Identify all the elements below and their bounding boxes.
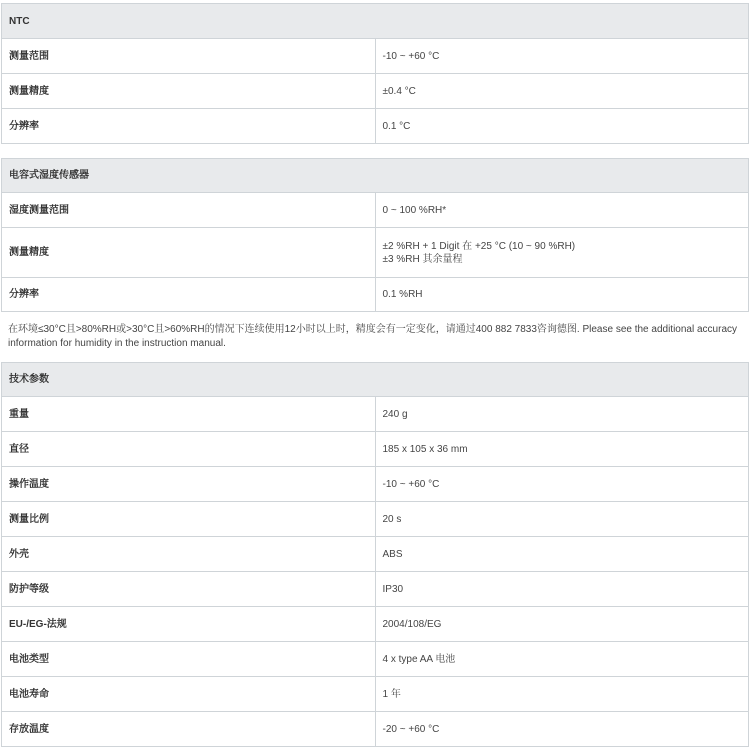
row-value: 0 ~ 100 %RH* [375, 193, 749, 228]
row-value: 1 年 [375, 677, 749, 712]
section-header-row [2, 363, 749, 397]
table-row [2, 502, 749, 537]
row-value: ±0.4 °C [375, 74, 749, 109]
section-header-row [2, 159, 749, 193]
table-row [2, 537, 749, 572]
table-row [2, 572, 749, 607]
section-title-technical: 技术参数 [2, 363, 749, 397]
table-row [2, 467, 749, 502]
row-label: 外壳 [2, 537, 376, 572]
table-row [2, 677, 749, 712]
table-row [2, 397, 749, 432]
row-label: 直径 [2, 432, 376, 467]
value-line-2: ±3 %RH 其余量程 [382, 253, 463, 265]
row-value: -10 ~ +60 °C [375, 39, 749, 74]
row-value: 0.1 %RH [375, 278, 749, 312]
value-line-1: ±2 %RH + 1 Digit 在 +25 °C (10 ~ 90 %RH) [382, 240, 576, 252]
row-label: 测量范围 [2, 39, 376, 74]
row-label: 分辨率 [2, 278, 376, 312]
row-value: 20 s [375, 502, 749, 537]
row-label: 湿度测量范围 [2, 193, 376, 228]
row-label: 测量精度 [2, 228, 376, 278]
row-label: 分辨率 [2, 109, 376, 144]
table-row [2, 607, 749, 642]
section-header-row [2, 4, 749, 39]
table-row [2, 278, 749, 312]
row-label: 电池寿命 [2, 677, 376, 712]
table-row [2, 432, 749, 467]
technical-spec-table [1, 362, 749, 747]
row-value: -10 ~ +60 °C [375, 467, 749, 502]
row-label: 存放温度 [2, 712, 376, 747]
section-title-ntc: NTC [2, 4, 749, 39]
row-value: -20 ~ +60 °C [375, 712, 749, 747]
ntc-spec-table [1, 3, 749, 144]
table-row [2, 642, 749, 677]
table-row [2, 193, 749, 228]
row-value: 240 g [375, 397, 749, 432]
row-value: IP30 [375, 572, 749, 607]
humidity-spec-table [1, 158, 749, 312]
table-row [2, 712, 749, 747]
table-row [2, 39, 749, 74]
row-value: 2004/108/EG [375, 607, 749, 642]
row-label: 防护等级 [2, 572, 376, 607]
row-value: ABS [375, 537, 749, 572]
row-label: EU-/EG-法规 [2, 607, 376, 642]
table-row [2, 228, 749, 278]
section-title-humidity: 电容式湿度传感器 [2, 159, 749, 193]
row-label: 测量比例 [2, 502, 376, 537]
row-label: 操作温度 [2, 467, 376, 502]
row-value: 185 x 105 x 36 mm [375, 432, 749, 467]
row-value: 0.1 °C [375, 109, 749, 144]
row-label: 电池类型 [2, 642, 376, 677]
row-value: 4 x type AA 电池 [375, 642, 749, 677]
table-row [2, 74, 749, 109]
row-label: 重量 [2, 397, 376, 432]
row-value [375, 228, 749, 278]
row-label: 测量精度 [2, 74, 376, 109]
humidity-footnote: 在环境≤30°C且>80%RH或>30°C且>60%RH的情况下连续使用12小时以上时，精度会有一定变化，请通过400 882 7833咨询德图. Please see the additional accuracy information for humidity in the instruction manual. [8, 324, 738, 349]
table-row [2, 109, 749, 144]
